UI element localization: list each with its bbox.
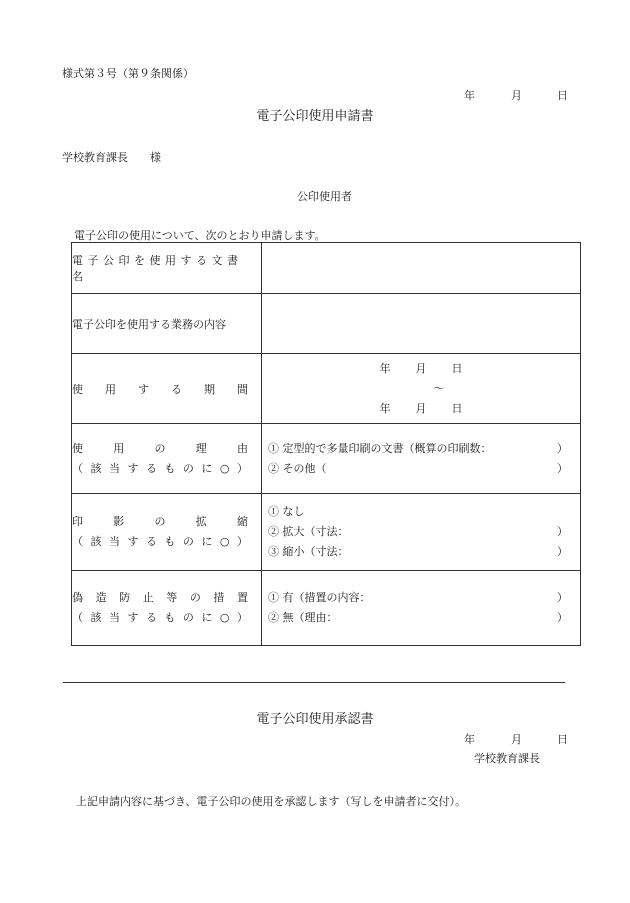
anti-forgery-field[interactable]	[262, 571, 581, 646]
scale-note	[72, 532, 248, 552]
anti-forgery-note-char: ）	[236, 611, 248, 624]
period-tilde: ～	[433, 381, 445, 395]
anti-forgery-note-char: ○	[219, 611, 230, 624]
reason-field[interactable]	[262, 424, 581, 494]
approval-text: 上記申請内容に基づき、電子公印の使用を承認します（写しを申請者に交付）。	[76, 795, 467, 808]
reason-note-char: ○	[219, 461, 230, 475]
reason-option-2[interactable]: ② その他（ ）	[268, 461, 568, 475]
anti-forgery-label-char: 置	[236, 591, 248, 604]
anti-forgery-label-char: 等	[166, 591, 178, 604]
anti-forgery-note-char: （	[72, 611, 83, 624]
period-field[interactable]	[262, 354, 581, 424]
approval-date	[464, 731, 568, 747]
section-divider	[63, 682, 565, 683]
scale-note-char: ○	[219, 535, 230, 548]
period-start-month: 月	[415, 361, 427, 375]
anti-forgery-label-text	[72, 588, 248, 608]
period-label-char: 期	[204, 382, 215, 396]
reason-note	[72, 459, 248, 479]
reason-label-char: 由	[237, 441, 248, 455]
reason-label-char: 用	[113, 441, 125, 455]
row-doc-name	[72, 243, 581, 294]
approver: 学校教育課長	[474, 752, 540, 765]
business-field[interactable]	[262, 294, 581, 354]
anti-forgery-option-2[interactable]: ② 無（理由： ）	[268, 611, 568, 624]
row-business	[72, 294, 581, 354]
reason-label-char: 使	[72, 441, 83, 455]
scale-label	[72, 494, 262, 571]
period-start-year: 年	[379, 361, 391, 375]
date-month: 月	[511, 89, 522, 102]
intro-text: 電子公印の使用について、次のとおり申請します。	[74, 229, 326, 242]
scale-field[interactable]	[262, 494, 581, 571]
reason-note-char: 該	[90, 461, 102, 475]
business-label	[72, 294, 262, 354]
scale-option-3[interactable]: ③ 縮小（寸法： ）	[268, 545, 568, 558]
scale-note-char: の	[182, 535, 194, 548]
reason-label-char: の	[154, 441, 166, 455]
scale-note-char: す	[127, 535, 139, 548]
period-label-char: る	[171, 382, 182, 396]
scale-note-char: る	[145, 535, 157, 548]
scale-label-char: 拡	[195, 515, 207, 528]
period-end-year: 年	[379, 401, 391, 415]
row-period	[72, 354, 581, 424]
reason-label-char: 理	[195, 441, 207, 455]
scale-option-2[interactable]: ② 拡大（寸法： ）	[268, 525, 568, 538]
anti-forgery-label-char: の	[189, 591, 201, 604]
period-label-text	[72, 381, 248, 397]
period-end-day: 日	[451, 401, 463, 415]
form-number: 様式第３号（第９条関係）	[62, 67, 194, 80]
approval-date-year: 年	[464, 733, 475, 746]
period-label-char: す	[138, 382, 149, 396]
reason-note-char: の	[182, 461, 194, 475]
scale-label-char: 影	[113, 515, 125, 528]
anti-forgery-note-char: 該	[90, 611, 102, 624]
scale-label-char: の	[154, 515, 166, 528]
row-reason	[72, 424, 581, 494]
addressee: 学校教育課長 様	[62, 151, 161, 164]
period-end-month: 月	[415, 401, 427, 415]
period-label-char: 間	[237, 382, 248, 396]
scale-option-1[interactable]: ① なし	[268, 505, 305, 518]
doc-name-field[interactable]	[262, 243, 581, 294]
application-date	[464, 87, 568, 103]
anti-forgery-label-char: 防	[119, 591, 131, 604]
scale-note-char: 該	[90, 535, 102, 548]
anti-forgery-option-1[interactable]: ① 有（措置の内容： ）	[268, 591, 568, 604]
anti-forgery-note-char: 当	[108, 611, 120, 624]
reason-note-char: す	[127, 461, 139, 475]
approval-title: 電子公印使用承認書	[256, 712, 374, 727]
anti-forgery-note-char: の	[182, 611, 194, 624]
reason-label	[72, 424, 262, 494]
anti-forgery-note-char: す	[127, 611, 139, 624]
anti-forgery-note	[72, 608, 248, 628]
scale-note-char: も	[164, 535, 176, 548]
anti-forgery-label-char: 措	[213, 591, 225, 604]
scale-label-text	[72, 512, 248, 532]
reason-note-char: も	[164, 461, 176, 475]
scale-note-char: に	[201, 535, 213, 548]
doc-name-label-text: 電子公印を使用する文書名	[72, 254, 243, 283]
row-scale	[72, 494, 581, 571]
period-label-char: 使	[72, 382, 83, 396]
period-label	[72, 354, 262, 424]
scale-label-char: 印	[72, 515, 83, 528]
scale-label-char: 縮	[237, 515, 248, 528]
anti-forgery-label-char: 造	[95, 591, 107, 604]
anti-forgery-label	[72, 571, 262, 646]
date-year: 年	[464, 89, 475, 102]
application-table	[71, 242, 581, 646]
anti-forgery-note-char: る	[145, 611, 157, 624]
reason-note-char: ）	[236, 461, 248, 475]
doc-name-label	[72, 243, 262, 294]
reason-label-text	[72, 439, 248, 459]
reason-note-char: 当	[108, 461, 120, 475]
application-title: 電子公印使用申請書	[256, 109, 374, 124]
period-start-day: 日	[451, 361, 463, 375]
anti-forgery-label-char: 止	[142, 591, 154, 604]
reason-option-1[interactable]: ① 定型的で多量印刷の文書（概算の印刷数： ）	[268, 441, 568, 455]
approval-date-day: 日	[557, 733, 568, 746]
approval-date-month: 月	[511, 733, 522, 746]
scale-note-char: （	[72, 535, 83, 548]
scale-note-char: 当	[108, 535, 120, 548]
scale-note-char: ）	[236, 535, 248, 548]
anti-forgery-label-char: 偽	[72, 591, 83, 604]
anti-forgery-note-char: も	[164, 611, 176, 624]
row-anti-forgery	[72, 571, 581, 646]
reason-note-char: （	[72, 461, 83, 475]
period-label-char: 用	[105, 382, 116, 396]
reason-note-char: に	[201, 461, 213, 475]
business-label-text: 電子公印を使用する業務の内容	[72, 317, 226, 331]
anti-forgery-note-char: に	[201, 611, 213, 624]
reason-note-char: る	[145, 461, 157, 475]
date-day: 日	[557, 89, 568, 102]
applicant-label: 公印使用者	[297, 190, 352, 203]
